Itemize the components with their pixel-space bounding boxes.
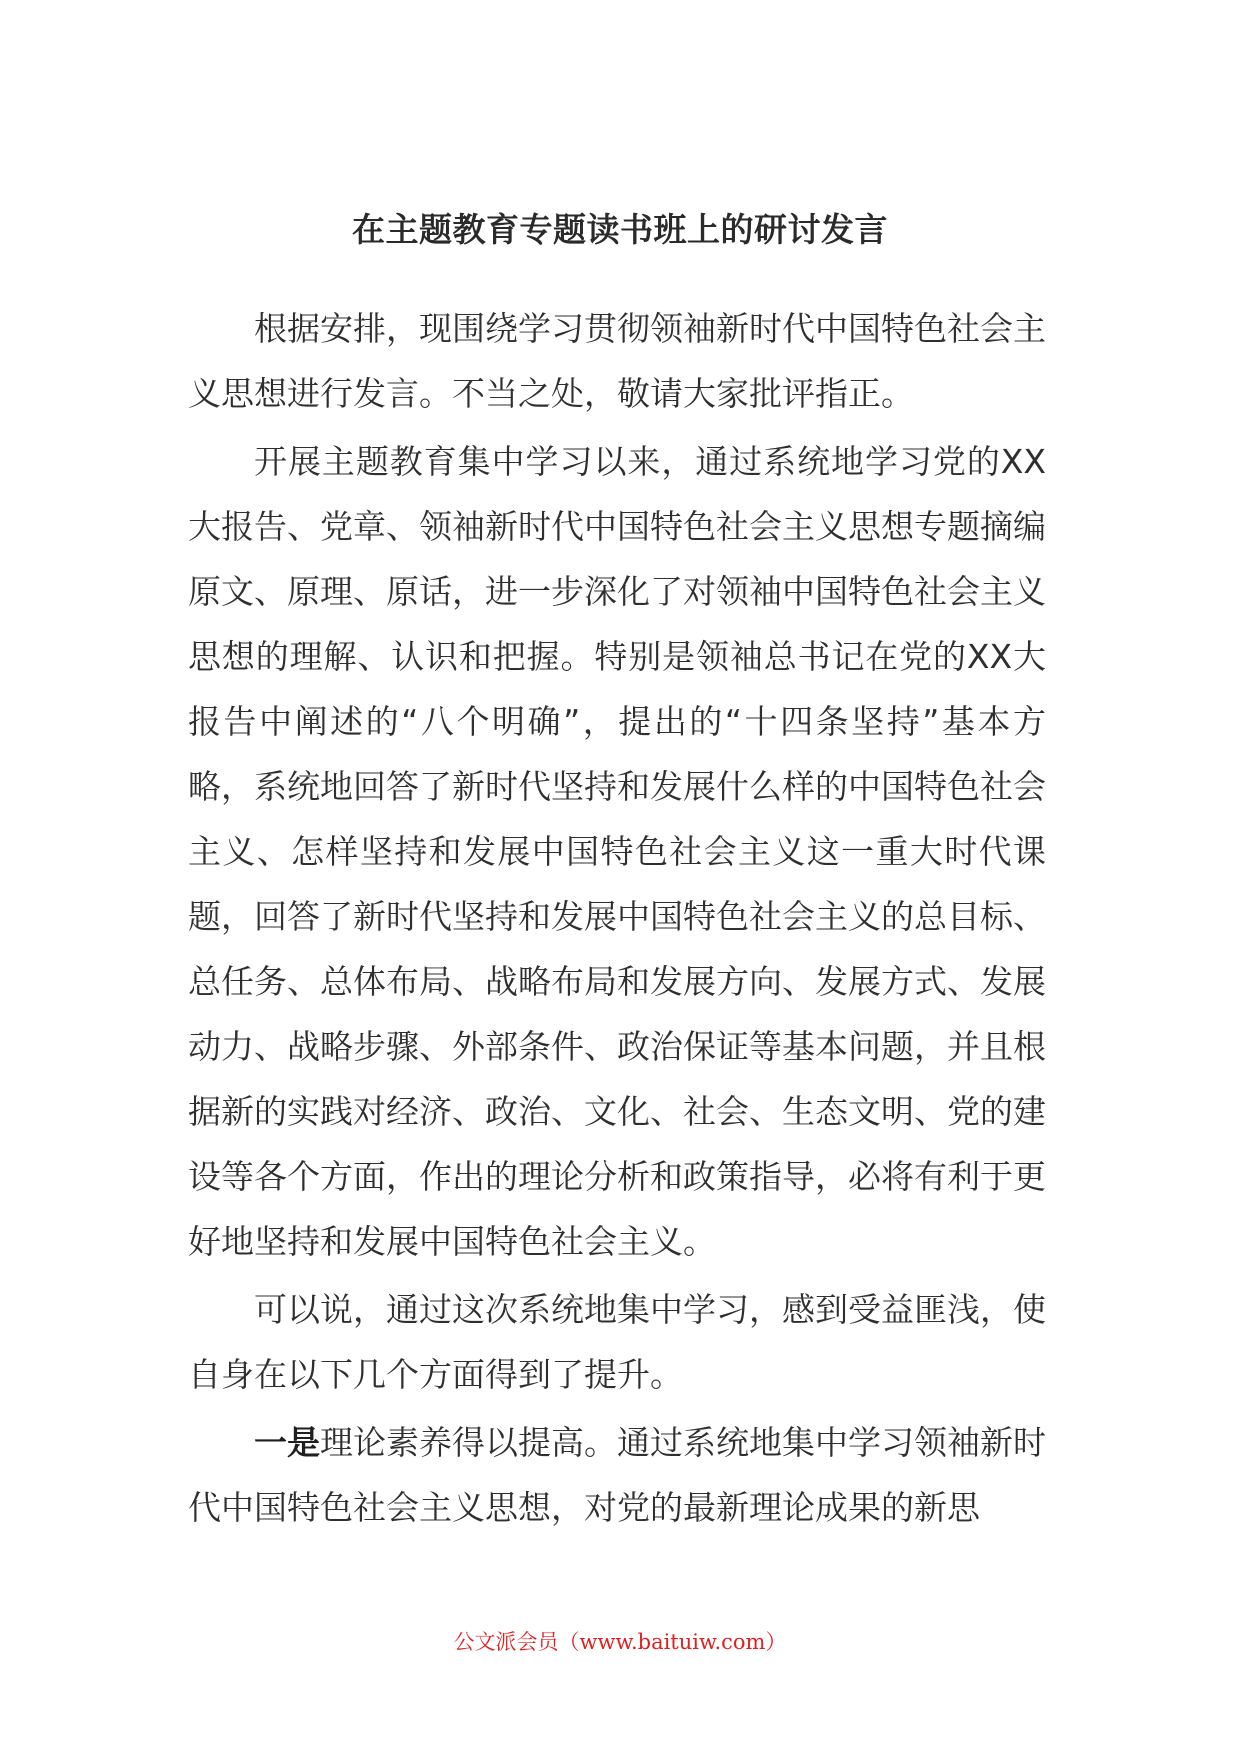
paragraph [188, 296, 1046, 426]
paragraph-text: 理论素养得以提高。通过系统地集中学习领袖新时代中国特色社会主义思想，对党的最新理论成果的新思 [188, 1423, 1046, 1527]
paragraph [188, 429, 1046, 1274]
paragraph-text: 开展主题教育集中学习以来，通过系统地学习党的XX大报告、党章、领袖新时代中国特色社会主义思想专题摘编原文、原理、原话，进一步深化了对领袖中国特色社会主义思想的理解、认识和把握。特别是领袖总书记在党的XX大报告中阐述的“八个明确”，提出的“十四条坚持”基本方略，系统地回答了新时代坚持和发展什么样的中国特色社会主义、怎样坚持和发展中国特色社会主义这一重大时代课题，回答了新时代坚持和发展中国特色社会主义的总目标、总任务、总体布局、战略布局和发展方向、发展方式、发展动力、战略步骤、外部条件、政治保证等基本问题，并且根据新的实践对经济、政治、文化、社会、生态文明、党的建设等各个方面，作出的理论分析和政策指导，必将有利于更好地坚持和发展中国特色社会主义。 [188, 442, 1046, 1261]
paragraph-lead: 一是 [254, 1423, 320, 1462]
paragraph-text: 根据安排，现围绕学习贯彻领袖新时代中国特色社会主义思想进行发言。不当之处，敬请大家批评指正。 [188, 309, 1046, 413]
document-title: 在主题教育专题读书班上的研讨发言 [352, 210, 888, 249]
footer-watermark: 公文派会员（www.baituiw.com） [453, 1630, 787, 1654]
paragraph [188, 1277, 1046, 1407]
paragraph-text: 可以说，通过这次系统地集中学习，感到受益匪浅，使自身在以下几个方面得到了提升。 [188, 1290, 1046, 1394]
paragraph [188, 1410, 1046, 1540]
document-body [188, 296, 1046, 1543]
